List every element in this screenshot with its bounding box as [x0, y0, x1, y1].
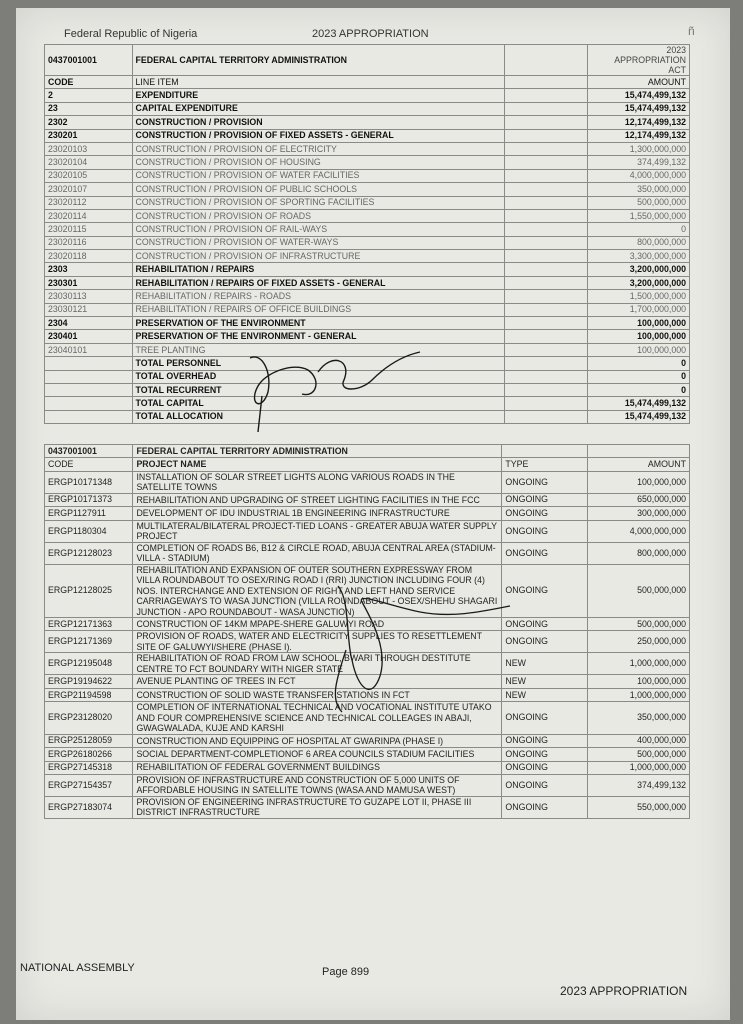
line-item-spacer — [504, 276, 587, 289]
line-item-name: CONSTRUCTION / PROVISION OF WATER FACILITIES — [132, 169, 504, 182]
line-item-spacer — [504, 196, 587, 209]
project-type: ONGOING — [502, 734, 588, 747]
line-item-amount: 0 — [588, 370, 690, 383]
line-item-row — [45, 129, 690, 142]
project-row — [45, 471, 690, 493]
line-item-row — [45, 142, 690, 155]
line-item-row — [45, 303, 690, 316]
line-item-name: CONSTRUCTION / PROVISION — [132, 116, 504, 129]
line-item-name: CONSTRUCTION / PROVISION OF PUBLIC SCHOOLS — [132, 183, 504, 196]
line-item-code: 230401 — [45, 330, 133, 343]
line-item-code: 23 — [45, 102, 133, 115]
project-amount: 650,000,000 — [588, 493, 690, 506]
project-amount-header: AMOUNT — [588, 458, 690, 471]
line-item-header: LINE ITEM — [132, 76, 504, 89]
project-type: ONGOING — [502, 702, 588, 735]
line-item-code: 23020105 — [45, 169, 133, 182]
line-item-row — [45, 156, 690, 169]
line-item-amount: 15,474,499,132 — [588, 89, 690, 102]
line-item-row — [45, 317, 690, 330]
line-item-name: PRESERVATION OF THE ENVIRONMENT - GENERAL — [132, 330, 504, 343]
line-item-amount: 4,000,000,000 — [588, 169, 690, 182]
line-item-spacer — [504, 263, 587, 276]
line-item-amount: 100,000,000 — [588, 330, 690, 343]
line-item-code — [45, 410, 133, 423]
project-code: ERGP12171363 — [45, 618, 133, 631]
project-row — [45, 734, 690, 747]
project-type: ONGOING — [502, 618, 588, 631]
project-code: ERGP10171373 — [45, 493, 133, 506]
line-item-row — [45, 169, 690, 182]
project-type-header: TYPE — [502, 458, 588, 471]
org-name: FEDERAL CAPITAL TERRITORY ADMINISTRATION — [132, 45, 504, 76]
line-item-amount: 800,000,000 — [588, 236, 690, 249]
project-row — [45, 564, 690, 618]
project-type: NEW — [502, 688, 588, 701]
project-name: COMPLETION OF INTERNATIONAL TECHNICAL AND VOCATIONAL INSTITUTE UTAKO AND FOUR COMPREHENSIVE SCIENCE AND TECHNICAL COLLEAGES IN ABAJI, GWAGWALADA, KUJE AND KARSHI — [133, 702, 502, 735]
project-type: ONGOING — [502, 774, 588, 796]
project-amount: 1,000,000,000 — [588, 761, 690, 774]
project-amount: 300,000,000 — [588, 507, 690, 520]
project-type: NEW — [502, 675, 588, 688]
code-header: CODE — [45, 76, 133, 89]
project-name: CONSTRUCTION OF 14KM MPAPE-SHERE GALUWYI ROAD — [133, 618, 502, 631]
project-row — [45, 702, 690, 735]
project-type: ONGOING — [502, 748, 588, 761]
line-item-amount: 15,474,499,132 — [588, 397, 690, 410]
line-item-code: 23020112 — [45, 196, 133, 209]
project-name: DEVELOPMENT OF IDU INDUSTRIAL 1B ENGINEERING INFRASTRUCTURE — [133, 507, 502, 520]
project-code: ERGP1180304 — [45, 520, 133, 542]
project-code: ERGP23128020 — [45, 702, 133, 735]
project-name: CONSTRUCTION OF SOLID WASTE TRANSFER STATIONS IN FCT — [133, 688, 502, 701]
footer-right: 2023 APPROPRIATION — [560, 984, 688, 998]
project-type: ONGOING — [502, 761, 588, 774]
project-name: PROVISION OF ROADS, WATER AND ELECTRICITY SUPPLIES TO RESETTLEMENT SITE OF GALUWYI/SHERE (PHASE I). — [133, 631, 502, 653]
projects-header-row — [45, 458, 690, 471]
project-name: AVENUE PLANTING OF TREES IN FCT — [133, 675, 502, 688]
project-row — [45, 688, 690, 701]
line-item-row — [45, 343, 690, 356]
line-item-row — [45, 196, 690, 209]
line-item-row — [45, 370, 690, 383]
line-item-amount: 0 — [588, 223, 690, 236]
line-item-code: 23020107 — [45, 183, 133, 196]
line-item-amount: 15,474,499,132 — [588, 410, 690, 423]
project-type: ONGOING — [502, 493, 588, 506]
line-item-name: TOTAL OVERHEAD — [132, 370, 504, 383]
line-item-name: REHABILITATION / REPAIRS OF OFFICE BUILDINGS — [132, 303, 504, 316]
project-amount: 100,000,000 — [588, 675, 690, 688]
line-item-amount: 1,500,000,000 — [588, 290, 690, 303]
amount-header: AMOUNT — [588, 76, 690, 89]
summary-header-row — [45, 76, 690, 89]
line-item-name: CONSTRUCTION / PROVISION OF SPORTING FACILITIES — [132, 196, 504, 209]
project-type: ONGOING — [502, 507, 588, 520]
project-type: ONGOING — [502, 631, 588, 653]
project-code: ERGP27183074 — [45, 796, 133, 818]
project-amount: 500,000,000 — [588, 618, 690, 631]
projects-table — [44, 444, 690, 819]
line-item-amount: 3,200,000,000 — [588, 263, 690, 276]
line-item-amount: 0 — [588, 357, 690, 370]
line-item-spacer — [504, 330, 587, 343]
project-amount: 500,000,000 — [588, 564, 690, 618]
line-item-row — [45, 276, 690, 289]
project-code: ERGP27154357 — [45, 774, 133, 796]
projects-org-code: 0437001001 — [45, 445, 133, 458]
line-item-amount: 374,499,132 — [588, 156, 690, 169]
line-item-code — [45, 383, 133, 396]
line-item-amount: 15,474,499,132 — [588, 102, 690, 115]
line-item-spacer — [504, 250, 587, 263]
summary-table — [44, 44, 690, 424]
line-item-spacer — [504, 89, 587, 102]
project-type: NEW — [502, 653, 588, 675]
line-item-name: TOTAL CAPITAL — [132, 397, 504, 410]
project-type: ONGOING — [502, 796, 588, 818]
project-amount: 100,000,000 — [588, 471, 690, 493]
line-item-name: CAPITAL EXPENDITURE — [132, 102, 504, 115]
project-amount: 1,000,000,000 — [588, 688, 690, 701]
project-name: MULTILATERAL/BILATERAL PROJECT-TIED LOANS - GREATER ABUJA WATER SUPPLY PROJECT — [133, 520, 502, 542]
line-item-spacer — [504, 357, 587, 370]
projects-org-name: FEDERAL CAPITAL TERRITORY ADMINISTRATION — [133, 445, 502, 458]
project-name: CONSTRUCTION AND EQUIPPING OF HOSPITAL AT GWARINPA (PHASE I) — [133, 734, 502, 747]
project-type: ONGOING — [502, 471, 588, 493]
project-amount: 1,000,000,000 — [588, 653, 690, 675]
project-code: ERGP26180266 — [45, 748, 133, 761]
project-row — [45, 493, 690, 506]
project-type: ONGOING — [502, 520, 588, 542]
line-item-spacer — [504, 209, 587, 222]
project-name: INSTALLATION OF SOLAR STREET LIGHTS ALONG VARIOUS ROADS IN THE SATELLITE TOWNS — [133, 471, 502, 493]
line-item-name: TREE PLANTING — [132, 343, 504, 356]
line-item-code: 23020114 — [45, 209, 133, 222]
line-item-spacer — [504, 223, 587, 236]
line-item-name: CONSTRUCTION / PROVISION OF ELECTRICITY — [132, 142, 504, 155]
page-number: Page 899 — [322, 966, 370, 978]
line-item-row — [45, 330, 690, 343]
project-name: REHABILITATION OF ROAD FROM LAW SCHOOL, BWARI THROUGH DESTITUTE CENTRE TO FCT BOUNDARY WITH NIGER STATE — [133, 653, 502, 675]
project-code: ERGP10171348 — [45, 471, 133, 493]
line-item-amount: 0 — [588, 383, 690, 396]
project-name: REHABILITATION AND UPGRADING OF STREET LIGHTING FACILITIES IN THE FCC — [133, 493, 502, 506]
line-item-code: 23030121 — [45, 303, 133, 316]
line-item-code: 230301 — [45, 276, 133, 289]
line-item-name: EXPENDITURE — [132, 89, 504, 102]
line-item-code: 23020103 — [45, 142, 133, 155]
line-item-code: 2303 — [45, 263, 133, 276]
line-item-spacer — [504, 156, 587, 169]
project-amount: 250,000,000 — [588, 631, 690, 653]
line-item-spacer — [504, 397, 587, 410]
header-country: Federal Republic of Nigeria — [64, 28, 198, 40]
line-item-code: 23030113 — [45, 290, 133, 303]
org-code: 0437001001 — [45, 45, 133, 76]
line-item-name: REHABILITATION / REPAIRS - ROADS — [132, 290, 504, 303]
line-item-name: CONSTRUCTION / PROVISION OF FIXED ASSETS - GENERAL — [132, 129, 504, 142]
project-code: ERGP27145318 — [45, 761, 133, 774]
project-code: ERGP12195048 — [45, 653, 133, 675]
line-item-row — [45, 397, 690, 410]
line-item-name: TOTAL ALLOCATION — [132, 410, 504, 423]
line-item-spacer — [504, 183, 587, 196]
line-item-amount: 3,200,000,000 — [588, 276, 690, 289]
line-item-name: CONSTRUCTION / PROVISION OF INFRASTRUCTURE — [132, 250, 504, 263]
project-name: COMPLETION OF ROADS B6, B12 & CIRCLE ROAD, ABUJA CENTRAL AREA (STADIUM-VILLA - STADIUM) — [133, 542, 502, 564]
line-item-spacer — [504, 142, 587, 155]
project-type: ONGOING — [502, 542, 588, 564]
project-row — [45, 796, 690, 818]
line-item-amount: 1,550,000,000 — [588, 209, 690, 222]
line-item-row — [45, 290, 690, 303]
line-item-row — [45, 89, 690, 102]
line-item-amount: 12,174,499,132 — [588, 129, 690, 142]
project-amount: 500,000,000 — [588, 748, 690, 761]
line-item-name: CONSTRUCTION / PROVISION OF HOUSING — [132, 156, 504, 169]
line-item-row — [45, 357, 690, 370]
line-item-code: 23020118 — [45, 250, 133, 263]
line-item-code: 230201 — [45, 129, 133, 142]
line-item-code: 23040101 — [45, 343, 133, 356]
project-code: ERGP12171369 — [45, 631, 133, 653]
project-code: ERGP12128025 — [45, 564, 133, 618]
project-type: ONGOING — [502, 564, 588, 618]
line-item-code: 23020116 — [45, 236, 133, 249]
line-item-row — [45, 236, 690, 249]
project-code: ERGP1127911 — [45, 507, 133, 520]
project-name: REHABILITATION OF FEDERAL GOVERNMENT BUILDINGS — [133, 761, 502, 774]
line-item-row — [45, 183, 690, 196]
line-item-name: CONSTRUCTION / PROVISION OF WATER-WAYS — [132, 236, 504, 249]
project-name-header: PROJECT NAME — [133, 458, 502, 471]
line-item-spacer — [504, 343, 587, 356]
line-item-row — [45, 410, 690, 423]
project-amount: 800,000,000 — [588, 542, 690, 564]
project-row — [45, 675, 690, 688]
project-amount: 550,000,000 — [588, 796, 690, 818]
line-item-code: 23020115 — [45, 223, 133, 236]
project-amount: 4,000,000,000 — [588, 520, 690, 542]
header-title: 2023 APPROPRIATION — [312, 28, 429, 40]
line-item-spacer — [504, 370, 587, 383]
line-item-amount: 100,000,000 — [588, 343, 690, 356]
line-item-row — [45, 383, 690, 396]
line-item-code — [45, 397, 133, 410]
line-item-spacer — [504, 303, 587, 316]
line-item-amount: 1,700,000,000 — [588, 303, 690, 316]
line-item-amount: 12,174,499,132 — [588, 116, 690, 129]
project-name: REHABILITATION AND EXPANSION OF OUTER SOUTHERN EXPRESSWAY FROM VILLA ROUNDABOUT TO OSEX/RING ROAD I (RRI) JUNCTION INCLUDING FOUR (4) NOS. INTERCHANGE AND EXTENSION OF RIGHT AND LEFT HAND SERVICE CARRIAGEWAYS TO WASA JUNCTION (VILLA ROUNDABOUT - OSEX/SHEHU SHAGARI JUNCTION - APO ROUNDABOUT - WASA JUNCTION) — [133, 564, 502, 618]
project-row — [45, 748, 690, 761]
line-item-name: CONSTRUCTION / PROVISION OF ROADS — [132, 209, 504, 222]
line-item-row — [45, 263, 690, 276]
line-item-spacer — [504, 129, 587, 142]
project-row — [45, 507, 690, 520]
project-row — [45, 631, 690, 653]
project-code-header: CODE — [45, 458, 133, 471]
project-code: ERGP21194598 — [45, 688, 133, 701]
line-item-row — [45, 102, 690, 115]
project-row — [45, 653, 690, 675]
line-item-row — [45, 250, 690, 263]
project-name: PROVISION OF ENGINEERING INFRASTRUCTURE TO GUZAPE LOT II, PHASE III DISTRICT INFRASTRUCTURE — [133, 796, 502, 818]
line-item-code: 23020104 — [45, 156, 133, 169]
line-item-name: TOTAL PERSONNEL — [132, 357, 504, 370]
line-item-code: 2 — [45, 89, 133, 102]
line-item-name: REHABILITATION / REPAIRS — [132, 263, 504, 276]
line-item-code: 2304 — [45, 317, 133, 330]
footer-left: NATIONAL ASSEMBLY — [20, 962, 135, 974]
project-amount: 374,499,132 — [588, 774, 690, 796]
line-item-code — [45, 370, 133, 383]
line-item-name: TOTAL RECURRENT — [132, 383, 504, 396]
project-code: ERGP19194622 — [45, 675, 133, 688]
project-amount: 400,000,000 — [588, 734, 690, 747]
line-item-spacer — [504, 317, 587, 330]
line-item-spacer — [504, 290, 587, 303]
line-item-name: REHABILITATION / REPAIRS OF FIXED ASSETS - GENERAL — [132, 276, 504, 289]
line-item-amount: 500,000,000 — [588, 196, 690, 209]
summary-org-row — [45, 45, 690, 76]
line-item-name: PRESERVATION OF THE ENVIRONMENT — [132, 317, 504, 330]
line-item-amount: 100,000,000 — [588, 317, 690, 330]
project-name: PROVISION OF INFRASTRUCTURE AND CONSTRUCTION OF 5,000 UNITS OF AFFORDABLE HOUSING IN SATELLITE TOWNS (WASA AND MAMUSA WEST) — [133, 774, 502, 796]
project-code: ERGP25128059 — [45, 734, 133, 747]
line-item-spacer — [504, 236, 587, 249]
line-item-row — [45, 209, 690, 222]
project-row — [45, 520, 690, 542]
project-code: ERGP12128023 — [45, 542, 133, 564]
line-item-spacer — [504, 169, 587, 182]
line-item-row — [45, 116, 690, 129]
line-item-spacer — [504, 102, 587, 115]
line-item-row — [45, 223, 690, 236]
projects-org-row — [45, 445, 690, 458]
line-item-amount: 1,300,000,000 — [588, 142, 690, 155]
project-amount: 350,000,000 — [588, 702, 690, 735]
line-item-code: 2302 — [45, 116, 133, 129]
line-item-spacer — [504, 116, 587, 129]
appropriation-column-head: 2023 APPROPRIATION ACT — [588, 45, 690, 76]
project-row — [45, 774, 690, 796]
line-item-spacer — [504, 410, 587, 423]
header-mark: ñ — [688, 24, 695, 38]
line-item-amount: 350,000,000 — [588, 183, 690, 196]
project-row — [45, 542, 690, 564]
line-item-spacer — [504, 383, 587, 396]
line-item-code — [45, 357, 133, 370]
project-name: SOCIAL DEPARTMENT-COMPLETIONOF 6 AREA COUNCILS STADIUM FACILITIES — [133, 748, 502, 761]
project-row — [45, 761, 690, 774]
line-item-name: CONSTRUCTION / PROVISION OF RAIL-WAYS — [132, 223, 504, 236]
line-item-amount: 3,300,000,000 — [588, 250, 690, 263]
project-row — [45, 618, 690, 631]
